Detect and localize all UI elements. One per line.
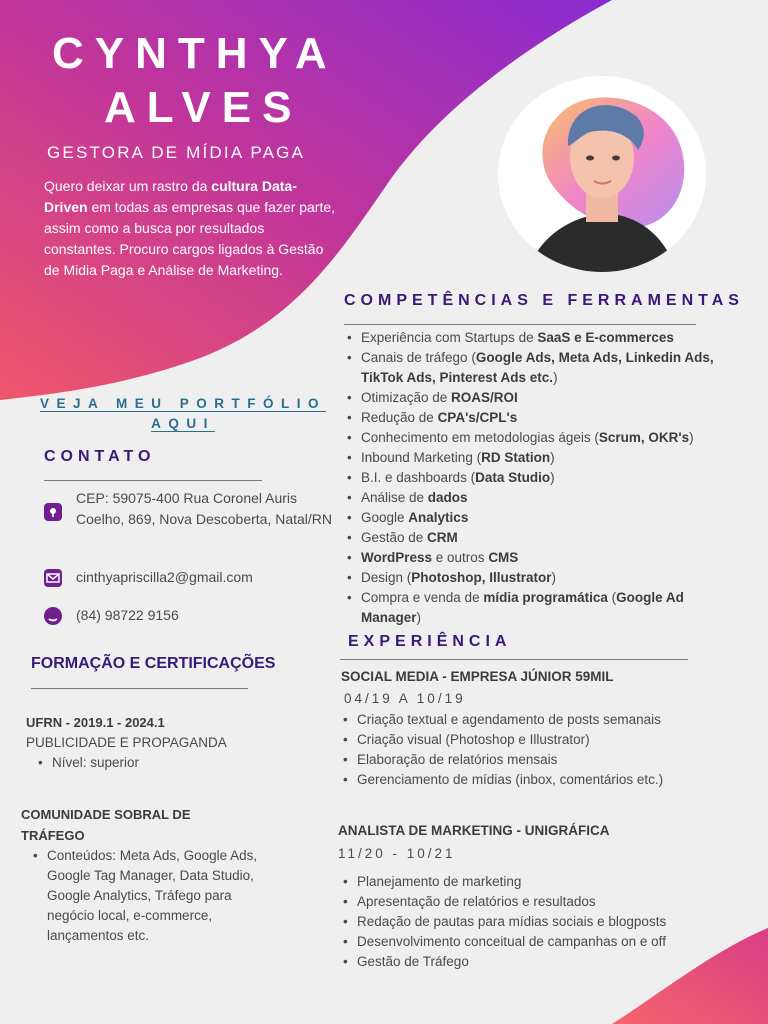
portfolio-link-line1[interactable]: VEJA MEU PORTFÓLIO [39,396,326,411]
role-title: GESTORA DE MÍDIA PAGA [47,143,306,162]
list-item: • Gestão de Tráfego [341,952,738,972]
list-item: • Apresentação de relatórios e resultados [341,892,738,912]
skill-item [345,468,735,488]
text: ) [689,430,694,445]
text: ( [607,590,617,605]
bold-text: Data Studio [475,470,551,485]
phone-icon [44,607,62,625]
bold-text: Google Ads, Meta Ads, Linkedin Ads, TikTok Ads, Pinterest Ads etc. [361,350,714,385]
skills-title: COMPETÊNCIAS E FERRAMENTAS [344,292,744,309]
text: ) [550,470,555,485]
skill-item [345,548,735,568]
contact-phone: (84) 98722 9156 [76,607,179,623]
list-item: • Elaboração de relatórios mensais [341,750,741,770]
text: Google [361,510,409,525]
text: e outros [432,550,489,565]
mail-icon [44,569,62,587]
location-pin-icon [44,503,62,521]
education-item-title: UFRN - 2019.1 - 2024.1 [26,715,165,730]
experience-job [341,667,741,790]
first-name: CYNTHYA [52,29,338,78]
bold-text: CPA's/CPL's [437,410,518,425]
bold-text: cultura Data-Driven [44,178,297,215]
experience-title: EXPERIÊNCIA [348,633,512,650]
list-item: • Redação de pautas para mídias sociais e blogposts [341,912,738,932]
profile-photo [498,76,706,272]
education-item-subtitle: PUBLICIDADE E PROPAGANDA [26,735,227,750]
education-item [26,712,296,773]
text: Análise de [361,490,428,505]
contact-divider [44,480,262,481]
text: em todas as empresas que fazer parte, assim como a busca por resultados constantes. Procuro cargos ligados à Gestão de Midia Paga e Análise de Marketing. [44,199,336,278]
skill-item [345,428,735,448]
portfolio-link-line2[interactable]: AQUI [151,416,215,431]
text: Quero deixar um rastro da [44,178,212,194]
skill-item [345,328,735,348]
text: ) [416,610,422,625]
education-title: FORMAÇÃO E CERTIFICAÇÕES [31,655,276,672]
bold-text: CRM [427,530,458,545]
bold-text: Analytics [408,510,469,525]
job-title: ANALISTA DE MARKETING - UNIGRÁFICA [338,823,610,838]
text: ) [551,570,557,585]
experience-divider [340,659,688,660]
text: Canais de tráfego ( [361,350,476,365]
bold-text: RD Station [481,450,551,465]
skill-item [345,568,735,588]
skill-item [345,508,735,528]
text: B.I. e dashboards ( [361,470,476,485]
bold-text: CMS [488,550,519,565]
job-title: SOCIAL MEDIA - EMPRESA JÚNIOR 59MIL [341,669,614,684]
bold-text: Photoshop, Illustrator [411,570,552,585]
list-item: • Planejamento de marketing [341,872,738,892]
text: Experiência com Startups de [361,330,538,345]
list-item: • Nível: superior [36,753,296,773]
bold-text: SaaS e E-commerces [537,330,674,345]
skills-divider [344,324,696,325]
bold-text: WordPress [361,550,433,565]
list-item: • Desenvolvimento conceitual de campanhas on e off [341,932,738,952]
last-name: ALVES [104,83,303,132]
intro-text [44,176,336,281]
text: Design ( [361,570,412,585]
skill-item [345,348,735,388]
contact-title: CONTATO [44,448,156,465]
skills-list [345,328,735,628]
skill-item [345,448,735,468]
skill-item [345,388,735,408]
bold-text: dados [427,490,468,505]
contact-address: CEP: 59075-400 Rua Coronel Auris Coelho, 869, Nova Descoberta, Natal/RN [76,490,333,527]
text: Inbound Marketing ( [361,450,482,465]
text: Compra e venda de [361,590,484,605]
skill-item [345,408,735,428]
list-item: • Criação visual (Photoshop e Illustrator) [341,730,741,750]
skill-item [345,528,735,548]
job-dates: 11/20 - 10/21 [338,846,456,861]
education-item-title: COMUNIDADE SOBRAL DE TRÁFEGO [21,807,191,843]
list-item: • Criação textual e agendamento de posts semanais [341,710,741,730]
text: Otimização de [361,390,452,405]
text: Gestão de [361,530,428,545]
list-item: • Gerenciamento de mídias (inbox, comentários etc.) [341,770,741,790]
bold-text: Google Ad Manager [361,590,684,625]
list-item: • Conteúdos: Meta Ads, Google Ads, Google Tag Manager, Data Studio, Google Analytics, Tráfego para negócio local, e-commerce, lançamentos etc. [31,846,281,946]
text: ) [553,370,558,385]
text: ) [550,450,555,465]
education-item [21,804,291,946]
job-dates: 04/19 A 10/19 [344,691,466,706]
portfolio-link[interactable] [38,394,328,434]
text: Redução de [361,410,438,425]
bold-text: Scrum, OKR's [598,430,690,445]
bold-text: ROAS/ROI [451,390,518,405]
bold-text: mídia programática [483,590,608,605]
contact-email[interactable]: cinthyapriscilla2@gmail.com [76,569,253,585]
experience-job [338,821,738,972]
skill-item [345,588,735,628]
skill-item [345,488,735,508]
education-divider [31,688,248,689]
text: Conhecimento em metodologias ágeis ( [361,430,599,445]
